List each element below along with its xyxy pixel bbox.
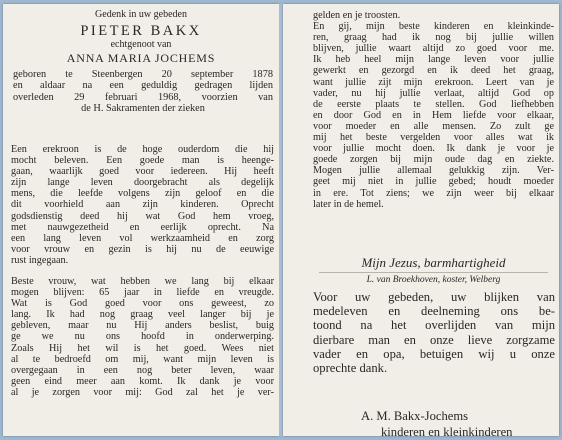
text-line: En gij, mijn beste kinderen en kleinkinde- xyxy=(313,21,554,33)
text-line: Voor uw gebeden, uw blijken van xyxy=(313,290,555,304)
text-line: met nauwgezetheid en eerlijk oprecht. Na xyxy=(11,221,274,233)
text-line: vader en opa, betuigen wij u onze xyxy=(313,346,555,361)
text-line: geen eind meer aan komt. Ik dank je voor xyxy=(11,375,274,387)
text-line: gelden en je troosten. xyxy=(313,10,401,21)
text-line: gewerkt en gezorgd en ik deed het graag, xyxy=(313,65,554,77)
intro-text: Gedenk in uw gebeden xyxy=(95,9,187,20)
text-line: oprechte dank. xyxy=(313,361,388,376)
deceased-name: PIETER BAKX xyxy=(80,23,202,39)
text-line: mens, die leefde volgens zijn geloof en die xyxy=(11,188,274,200)
text-line: medeleven en deelneming ons be- xyxy=(313,304,555,319)
thanks-paragraph xyxy=(313,290,555,375)
text-line: mocht beleven. Een goede man is heenge- xyxy=(11,155,274,167)
fact-line: geboren te Steenbergen 20 september 1878 xyxy=(13,69,273,80)
spouse-name: ANNA MARIA JOCHEMS xyxy=(66,51,216,65)
text-line: ge we nu ons hoofd in onderwerping. xyxy=(11,331,274,343)
signature-family: kinderen en kleinkinderen xyxy=(381,425,513,439)
text-line: Ik heb heel mijn lange leven voor jullie xyxy=(313,54,554,66)
text-line: lang. Ik had nog graag veel langer bij je xyxy=(11,309,274,321)
text-line: zijn lange leven doorgebracht als degelijk xyxy=(11,177,274,189)
text-line: de eerste plaats te stellen. God liefhebben xyxy=(313,98,554,110)
eulogy-paragraph xyxy=(11,144,274,266)
text-line: ren, graag had ik nog bij jullie willen xyxy=(313,32,554,44)
text-line: mij het beste vergelden voor alles wat ik xyxy=(313,132,554,144)
text-line: blijven, jullie waart altijd zo goed voor me. xyxy=(313,43,554,55)
text-line: al te bedroefd om mij, want mijn leven is xyxy=(11,353,274,365)
text-line: Beste vrouw, wat hebben we lang bij elkaar xyxy=(11,276,274,287)
text-line: Een erekroon is de hoge ouderdom die hij xyxy=(11,144,274,155)
text-line: goede zorgen bij mijn oude dag en ziekte. xyxy=(313,154,554,166)
text-line: dit voorhield aan zijn kinderen. Oprecht xyxy=(11,199,274,211)
text-line: gaan, waarlijk goed voor iedereen. Hij heeft xyxy=(11,166,274,178)
text-line: want jullie zijt mijn erekroon. Leert van je xyxy=(313,76,554,88)
text-line: later in de hemel. xyxy=(313,198,384,210)
text-line: geet mij niet in jullie gebed; houdt moeder xyxy=(313,176,554,188)
text-line: godsdienstig deed hij wat God hem vroeg, xyxy=(11,210,274,222)
text-line: en door God en in Hem liefde voor elkaar, xyxy=(313,109,554,121)
divider xyxy=(319,272,548,273)
text-line: Mogen jullie allemaal gelukkig zijn. Ver- xyxy=(313,165,554,177)
signature-name: A. M. Bakx-Jochems xyxy=(361,409,469,423)
left-page xyxy=(3,4,279,436)
text-line: een lang leven vol werkzaamheid en zorg xyxy=(11,232,274,244)
text-line: in ere. Tot ziens; we zijn weer bij elkaar xyxy=(313,187,554,199)
right-page xyxy=(283,4,559,439)
text-line: gebleven, maar nu Hij anders beslist, buig xyxy=(11,320,274,332)
text-line: voor jullie mocht doen. Ik dank je voor je xyxy=(313,143,554,155)
text-line: overgegaan in een nog beter leven, waar xyxy=(11,364,274,376)
farewell-paragraph xyxy=(11,276,274,398)
text-line: toond na het overlijden van mijn xyxy=(313,318,555,333)
text-line: dierbare man en onze lieve zorgzame xyxy=(313,332,555,347)
verse-block xyxy=(313,255,554,286)
text-line: rust ingegaan. xyxy=(11,254,69,266)
fact-line: de H. Sakramenten der zieken xyxy=(81,102,205,114)
artist-credit: L. van Broekhoven, koster, Welberg xyxy=(366,275,501,285)
text-line: voor vrouw en gezin is hij nu de eeuwige xyxy=(11,243,274,255)
signature-block xyxy=(361,408,512,440)
text-line: voor moeder en alle mensen. Zo zult ge xyxy=(313,120,554,132)
fact-line: overleden 29 februari 1968, voorzien van xyxy=(13,91,273,103)
text-line: Wat is God goed voor ons geweest, zo xyxy=(11,298,274,310)
text-line: vader, nu hij jullie verlaat, altijd God op xyxy=(313,87,554,99)
children-paragraph xyxy=(313,10,554,210)
fact-line: en aldaar na een geduldig gedragen lijden xyxy=(13,80,273,92)
life-facts xyxy=(13,69,273,114)
prayer-verse: Mijn Jezus, barmhartigheid xyxy=(361,255,506,270)
text-line: Zoals Hij het wil is het goed. Wees niet xyxy=(11,342,274,354)
text-line: al je zorgen voor mij: God zal het je ver- xyxy=(11,386,274,398)
spouse-label: echtgenoot van xyxy=(110,39,172,50)
text-line: mogen blijven: 65 jaar in liefde en vreugde. xyxy=(11,287,274,299)
